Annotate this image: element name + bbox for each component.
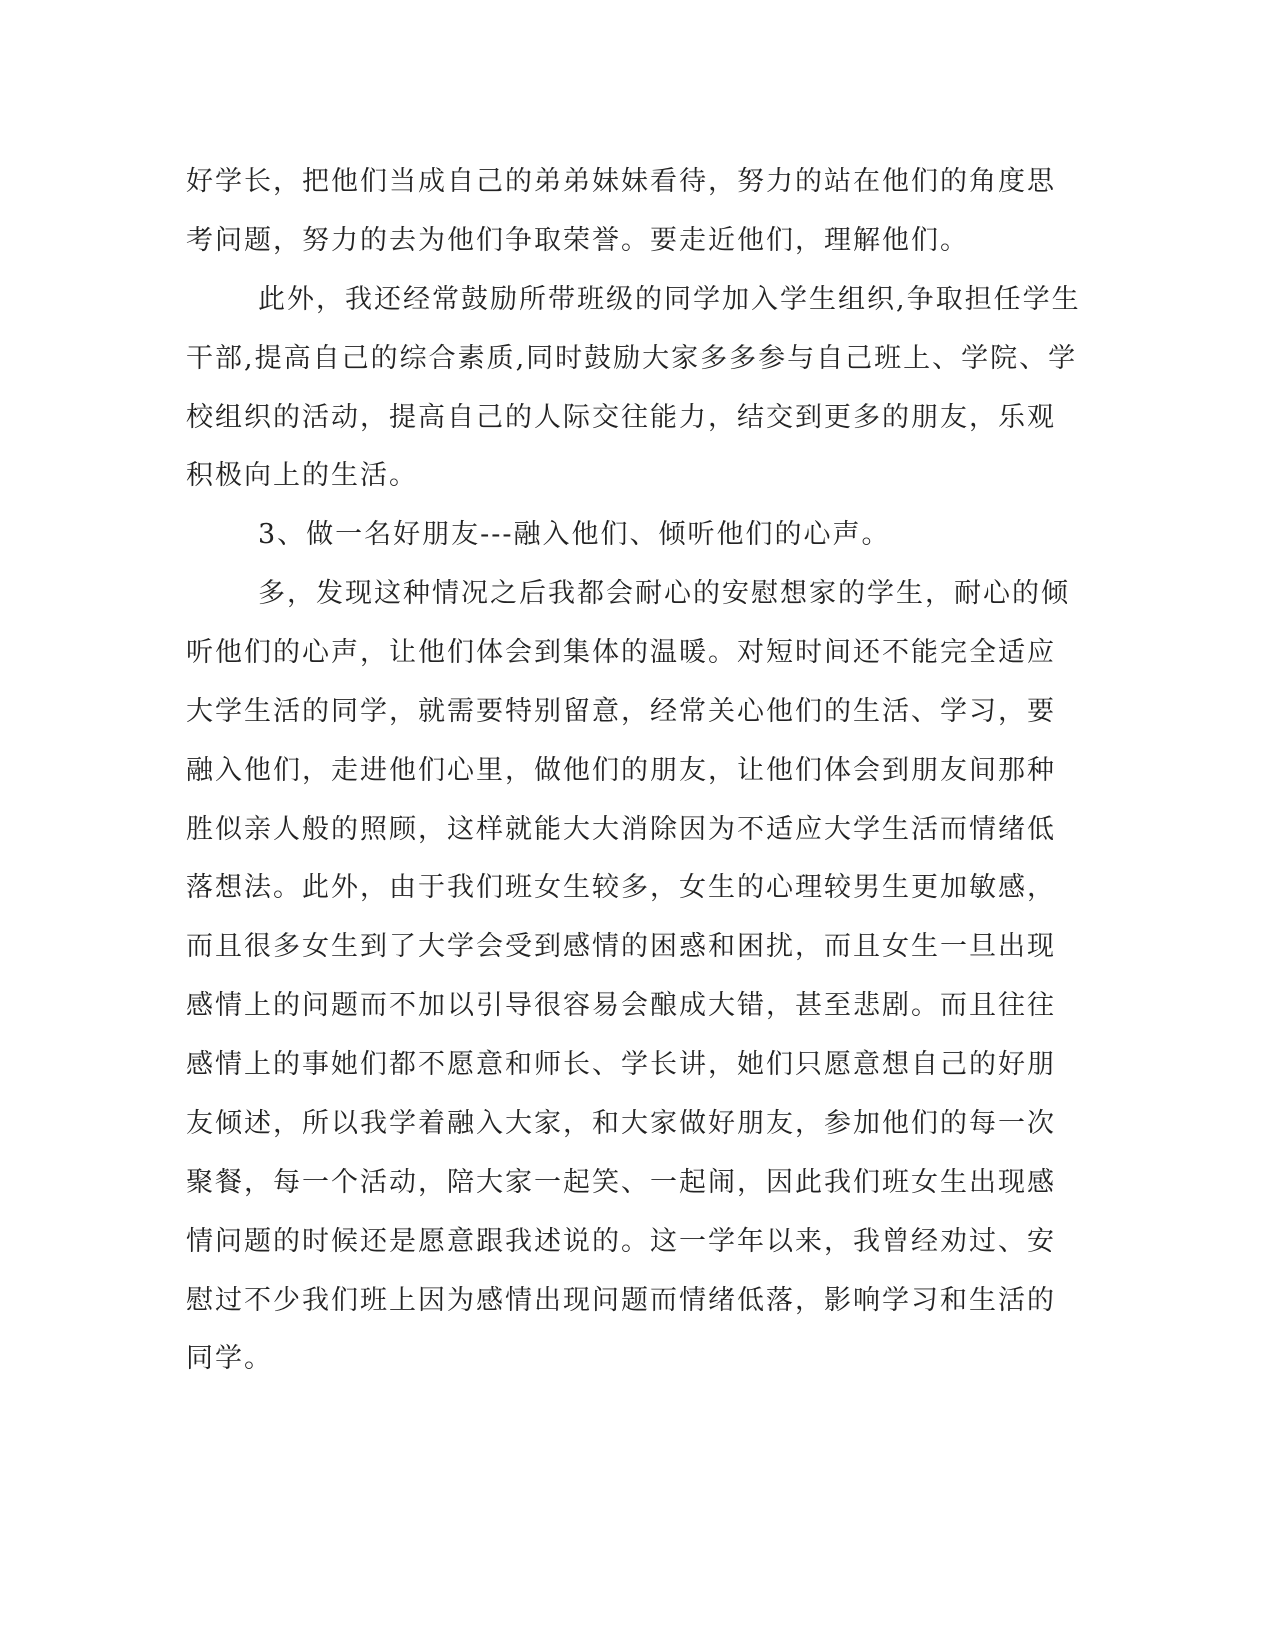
text-line: 感情上的事她们都不愿意和师长、学长讲，她们只愿意想自己的好朋 — [186, 1049, 1056, 1080]
text-line: 情问题的时候还是愿意跟我述说的。这一学年以来，我曾经劝过、安 — [186, 1226, 1056, 1257]
section-heading: 3、做一名好朋友---融入他们、倾听他们的心声。 — [258, 519, 891, 550]
text-line: 落想法。此外，由于我们班女生较多，女生的心理较男生更加敏感， — [186, 872, 1056, 903]
text-line: 校组织的活动，提高自己的人际交往能力，结交到更多的朋友，乐观 — [186, 402, 1056, 433]
text-line: 好学长，把他们当成自己的弟弟妹妹看待，努力的站在他们的角度思 — [186, 166, 1056, 197]
paragraph-start-line: 此外，我还经常鼓励所带班级的同学加入学生组织,争取担任学生 — [258, 284, 1081, 315]
text-line: 积极向上的生活。 — [186, 460, 418, 491]
text-line: 干部,提高自己的综合素质,同时鼓励大家多多参与自己班上、学院、学 — [186, 343, 1078, 374]
text-line: 考问题，努力的去为他们争取荣誉。要走近他们，理解他们。 — [186, 225, 969, 256]
text-line: 聚餐，每一个活动，陪大家一起笑、一起闹，因此我们班女生出现感 — [186, 1167, 1056, 1198]
text-line: 融入他们，走进他们心里，做他们的朋友，让他们体会到朋友间那种 — [186, 755, 1056, 786]
text-line: 听他们的心声，让他们体会到集体的温暖。对短时间还不能完全适应 — [186, 637, 1056, 668]
text-line: 慰过不少我们班上因为感情出现问题而情绪低落，影响学习和生活的 — [186, 1285, 1056, 1316]
paragraph-start-line: 多，发现这种情况之后我都会耐心的安慰想家的学生，耐心的倾 — [258, 578, 1070, 609]
text-line: 胜似亲人般的照顾，这样就能大大消除因为不适应大学生活而情绪低 — [186, 814, 1056, 845]
text-line: 同学。 — [186, 1343, 273, 1374]
text-line: 而且很多女生到了大学会受到感情的困惑和困扰，而且女生一旦出现 — [186, 931, 1056, 962]
text-line: 大学生活的同学，就需要特别留意，经常关心他们的生活、学习，要 — [186, 696, 1056, 727]
text-line: 感情上的问题而不加以引导很容易会酿成大错，甚至悲剧。而且往往 — [186, 990, 1056, 1021]
text-line: 友倾述，所以我学着融入大家，和大家做好朋友，参加他们的每一次 — [186, 1108, 1056, 1139]
